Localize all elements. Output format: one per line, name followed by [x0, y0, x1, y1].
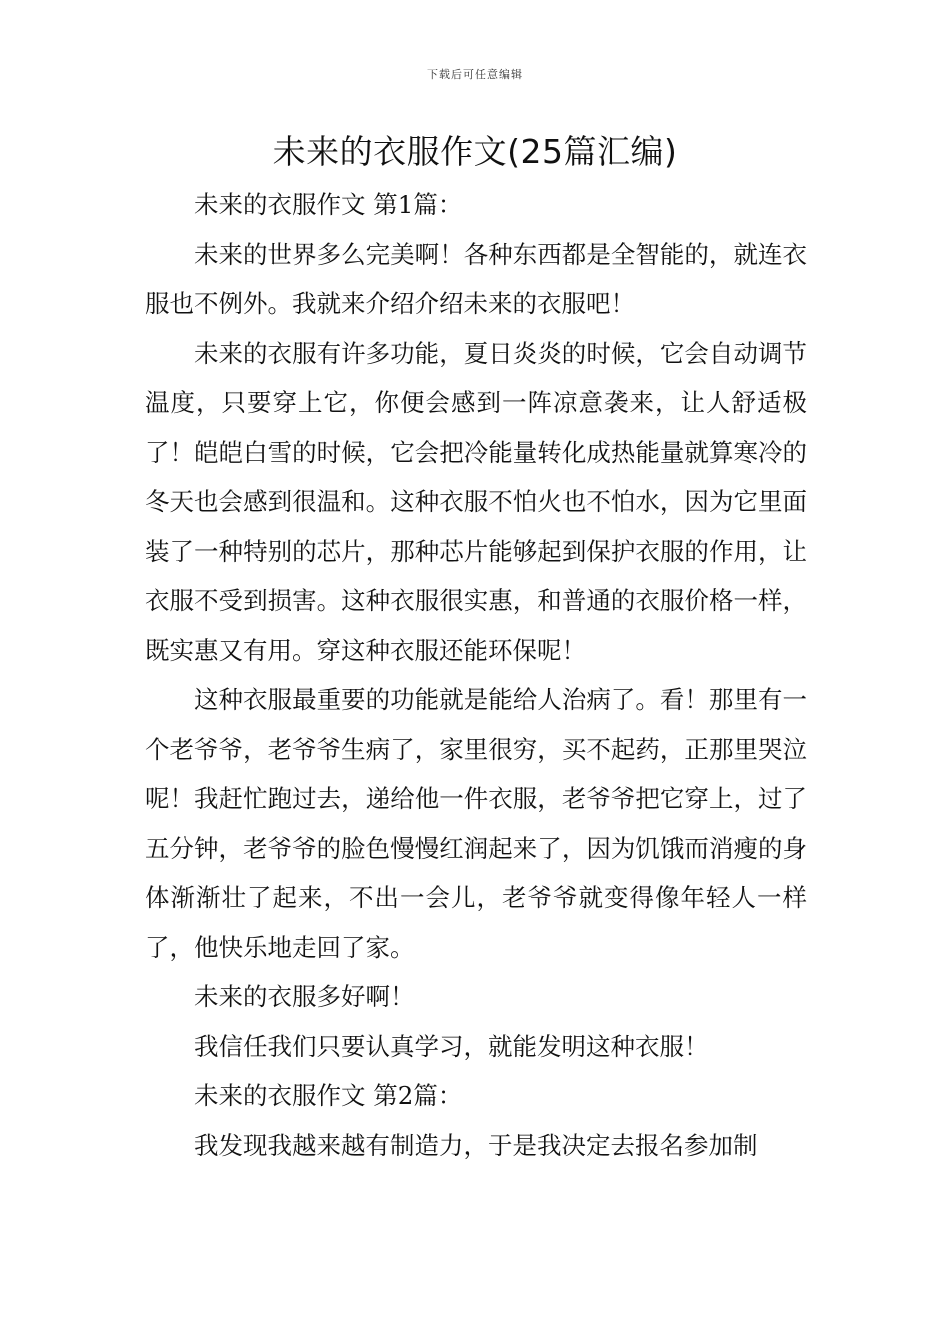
paragraph: 未来的世界多么完美啊！各种东西都是全智能的，就连衣服也不例外。我就来介绍介绍未来的衣服吧！ [145, 239, 807, 318]
document-title: 未来的衣服作文(25篇汇编) [272, 132, 678, 171]
header-note: 下载后可任意编辑 [427, 68, 523, 81]
paragraph: 我信任我们只要认真学习，就能发明这种衣服！ [194, 1031, 709, 1061]
paragraph: 我发现我越来越有制造力，于是我决定去报名参加制 [194, 1130, 758, 1160]
paragraph: 这种衣服最重要的功能就是能给人治病了。看！那里有一个老爷爷，老爷爷生病了，家里很穷，买不起药，正那里哭泣呢！我赶忙跑过去，递给他一件衣服，老爷爷把它穿上，过了五分钟，老爷爷的脸色慢慢红润起来了，因为饥饿而消瘦的身体渐渐壮了起来，不出一会儿，老爷爷就变得像年轻人一样了，他快乐地走回了家。 [145, 685, 807, 962]
section-heading: 未来的衣服作文 第2篇： [194, 1081, 463, 1110]
document-body [145, 180, 807, 1170]
section-heading: 未来的衣服作文 第1篇： [194, 190, 463, 219]
paragraph: 未来的衣服有许多功能，夏日炎炎的时候，它会自动调节温度，只要穿上它，你便会感到一阵凉意袭来，让人舒适极了！皑皑白雪的时候，它会把冷能量转化成热能量就算寒冷的冬天也会感到很温和。这种衣服不怕火也不怕水，因为它里面装了一种特别的芯片，那种芯片能够起到保护衣服的作用，让衣服不受到损害。这种衣服很实惠，和普通的衣服价格一样，既实惠又有用。穿这种衣服还能环保呢！ [145, 338, 807, 665]
paragraph: 未来的衣服多好啊！ [194, 982, 415, 1011]
